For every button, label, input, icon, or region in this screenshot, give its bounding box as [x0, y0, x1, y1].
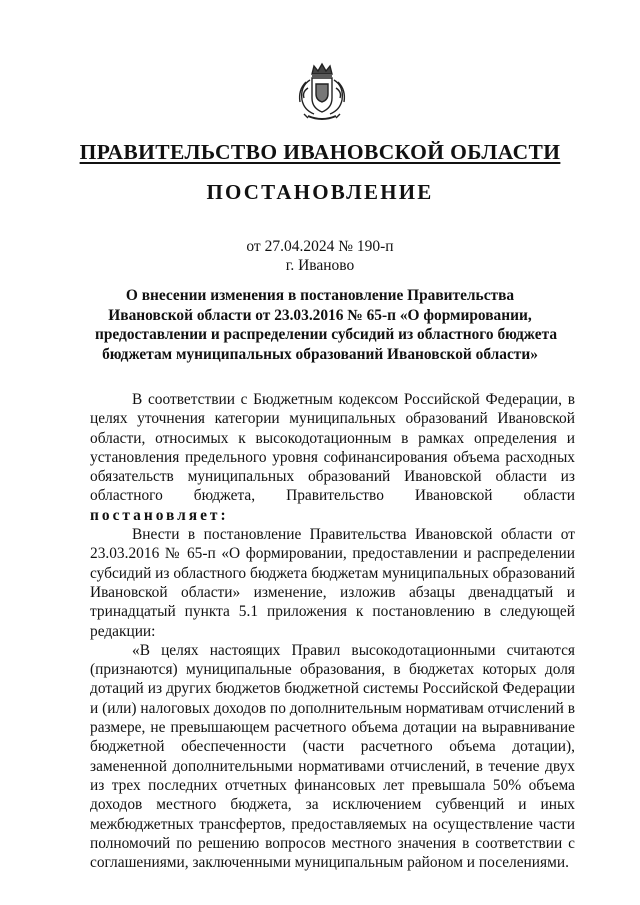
preamble-text: В соответствии с Бюджетным кодексом Российской Федерации, в целях уточнения категории муниципальных образований Ивановской области, относимых к высокодотационным в рамках определения и установления предельного уровня софинансирования объема расходных обязательств муниципальных образований Ивановской области из областного бюджета, Правительство Ивановской области — [90, 391, 575, 505]
decree-word: постановляет: — [90, 506, 229, 524]
coat-of-arms-icon — [290, 60, 354, 124]
document-city: г. Иваново — [285, 257, 355, 274]
government-title-text: ПРАВИТЕЛЬСТВО ИВАНОВСКОЙ ОБЛАСТИ — [79, 140, 561, 164]
heading-line: бюджетам муниципальных образований Ивановской области» — [102, 345, 538, 363]
heading-line: О внесении изменения в постановление Правительства — [125, 287, 515, 304]
body-paragraph-preamble — [90, 390, 575, 525]
heading-line: предоставлении и распределении субсидий из областного бюджета — [95, 326, 558, 344]
government-title — [0, 140, 640, 165]
body-paragraph-amendment: Внести в постановление Правительства Ивановской области от 23.03.2016 № 65-п «О формировании, предоставлении и распределении субсидий из областного бюджета бюджетам муниципальных образований Ивановской области» изменение, изложив абзацы двенадцатый и тринадцатый пункта 5.1 приложения к постановлению в следующей редакции: — [90, 526, 575, 640]
document-heading — [95, 286, 558, 364]
body-paragraph-quote: «В целях настоящих Правил высокодотационными считаются (признаются) муниципальные образования, в бюджетах которых доля дотаций из других бюджетов бюджетной системы Российской Федерации и (или) налоговых доходов по дополнительным нормативам отчислений в размере, не превышающем расчетного объема дотации на выравнивание бюджетной обеспеченности (части расчетного объема дотации), замененной дополнительными нормативами отчислений, в течение двух из трех последних отчетных финансовых лет превышала 50% объема доходов местного бюджета, за исключением субвенций и иных межбюджетных трансфертов, предоставляемых на осуществление части полномочий по решению вопросов местного значения в соответствии с соглашениями, заключенными муниципальным районом и поселениями. — [90, 641, 575, 872]
document-body — [90, 390, 575, 872]
heading-line: Ивановской области от 23.03.2016 № 65-п «О формировании, — [108, 306, 532, 324]
document-date-number: от 27.04.2024 № 190-п — [246, 238, 394, 255]
document-type-title: ПОСТАНОВЛЕНИЕ — [206, 180, 434, 204]
